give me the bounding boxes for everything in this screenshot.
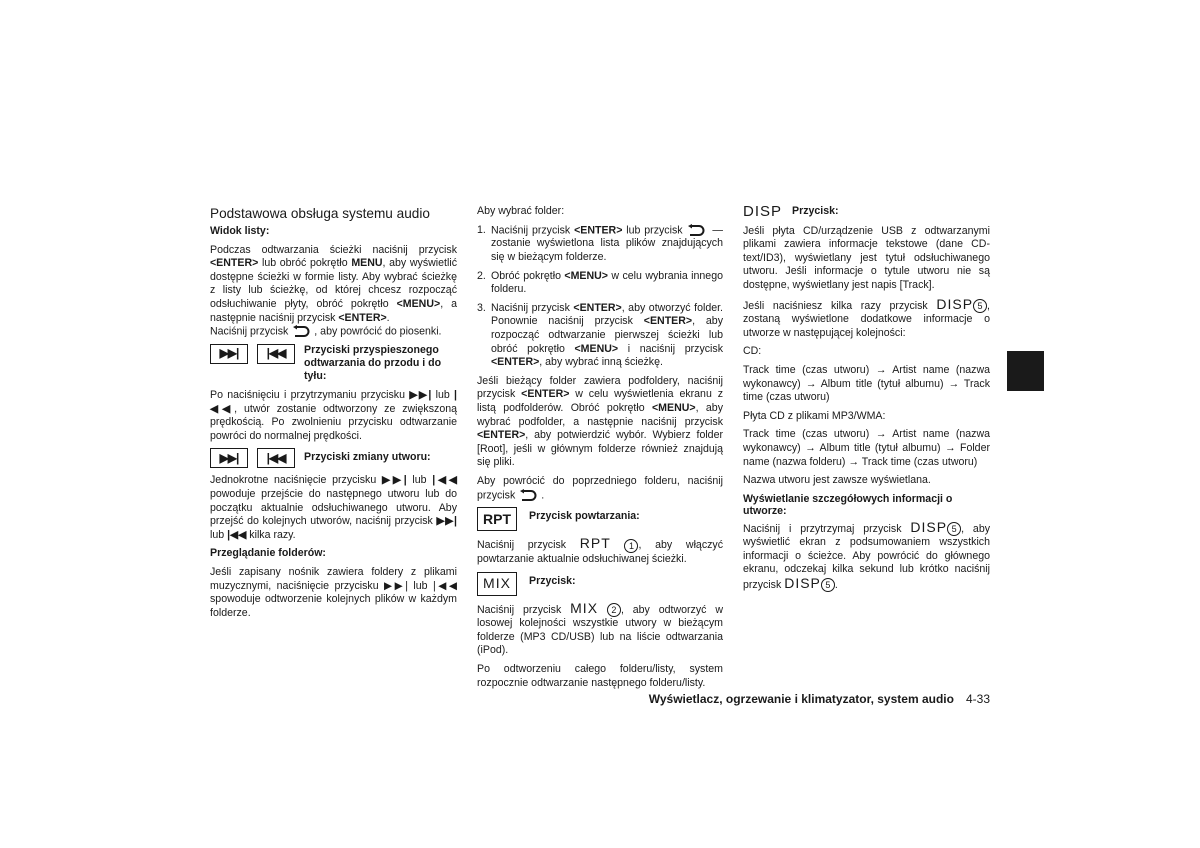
seek-buttons-row [210,344,457,383]
list-item: 1. Naciśnij przycisk <ENTER> lub przycisk — zostanie wyświetlona lista plików znajdujących się w bieżącym folderze. [477,223,724,264]
list-view-paragraph: Podczas odtwarzania ścieżki naciśnij przycisk <ENTER> lub obróć pokrętło MENU, aby wyświetlić dostępne ścieżki w formie listy. Aby wybrać ścieżkę z listy lub ścieżkę, od której chcesz rozpocząć odsłuchiwanie płyty, obróć pokrętło <MENU>, a następnie naciśnij przycisk <ENTER>. Naciśnij przycisk , aby powrócić do piosenki. [210,243,458,338]
footer-chapter: Wyświetlacz, ogrzewanie i klimatyzator, system audio [648,692,954,706]
disp-paragraph: Jeśli płyta CD/urządzenie USB z odtwarzanymi plikami zawiera informacje tekstowe (dane CD-text/ID3), wyświetlany jest tytuł odsłuchiwanego utworu. Jeśli informacje o tytule utworu nie są dostępne, wyświetlany jest napis [Track]. [743,224,990,291]
seek-paragraph: Po naciśnięciu i przytrzymaniu przycisku ▶▶| lub |◀◀, utwór zostanie odtworzony ze zwiększoną prędkością. Po zwolnieniu przycisku odtwarzanie powróci do normalnej prędkości. [210,389,458,442]
section-title: Podstawowa obsługa systemu audio [210,206,430,221]
chapter-tab-marker [1007,351,1044,391]
end-paragraph: Po odtworzeniu całego folderu/listy, system rozpocznie odtwarzanie następnego folderu/listy. [477,663,723,689]
next-track-button-icon: ▶▶| [210,448,248,468]
mp3-sequence: Track time (czas utworu) → Artist name (nazwa wykonawcy) → Album title (tytuł albumu) → Folder name (nazwa folderu) → Track time (czas utworu) [743,428,990,468]
mix-paragraph: Naciśnij przycisk MIX 2 , aby odtworzyć w losowej kolejności wszystkie utwory w bieżącym folderze (MP3 CD/USB) lub na liście odtwarzania (iPod). [477,599,723,657]
disp-repeat-paragraph: Jeśli naciśniesz kilka razy przycisk DISP 5 , zostaną wyświetlone dodatkowe informacje o utworze w następującej kolejności: [743,295,990,339]
folders-heading: Przeglądanie folderów: [210,547,326,560]
back-icon [686,224,706,237]
prev-track-button-icon: |◀◀ [257,344,295,364]
cd-label: CD: [743,345,762,358]
mix-label: Przycisk: [529,574,576,587]
rpt-button-icon: RPT [477,507,517,531]
back-icon [291,325,311,338]
folders-paragraph: Jeśli zapisany nośnik zawiera foldery z plikami muzycznymi, naciśnięcie przycisku ▶▶| lub |◀◀ spowoduje odtworzenie kolejnych plików w każdym folderze. [210,565,457,619]
list-item: 2. Obróć pokrętło <MENU> w celu wybrania innego folderu. [477,269,723,296]
mix-button-icon: MIX [477,572,517,596]
back-icon [518,489,538,502]
detail-heading: Wyświetlanie szczegółowych informacji o utworze: [743,492,953,517]
rpt-paragraph: Naciśnij przycisk RPT 1 , aby włączyć powtarzanie aktualnie odsłuchiwanej ścieżki. [477,535,724,566]
right-column [743,205,990,598]
track-label: Przyciski zmiany utworu: [304,451,431,464]
mix-row [477,572,723,596]
disp-label: Przycisk: [792,205,839,217]
page-footer [610,692,990,706]
page-number: 4-33 [965,692,990,706]
track-buttons-row [210,448,457,468]
track-paragraph: Jednokrotne naciśnięcie przycisku ▶▶| lub |◀◀ powoduje przejście do następnego utworu lub do początku aktualnie odsłuchiwanego utworu. Aby przejść do kolejnych utworów, naciśnij przycisk ▶▶| lub |◀◀ kilka razy. [210,474,458,541]
list-view-heading: Widok listy: [210,225,270,237]
folder-intro: Aby wybrać folder: [477,205,565,217]
rpt-row [477,507,723,531]
list-item: 3. Naciśnij przycisk <ENTER>, aby otworzyć folder. Ponownie naciśnij przycisk <ENTER>, aby rozpocząć odtwarzanie pierwszej ścieżki lub obróć pokrętło <MENU> i naciśnij przycisk <ENTER>, aby wybrać inną ścieżkę. [477,301,723,369]
rpt-label: Przycisk powtarzania: [529,510,640,523]
seek-label: Przyciski przyspieszonego odtwarzania do przodu i do tyłu: [304,344,442,383]
back-folder-paragraph: Aby powrócić do poprzedniego folderu, naciśnij przycisk . [477,474,723,501]
detail-paragraph: Naciśnij i przytrzymaj przycisk DISP 5 , aby wyświetlić ekran z podsumowaniem wszystkich informacji o ścieżce. Aby powrócić do głównego ekranu, odczekaj kilka sekund lub krótko naciśnij przycisk DISP 5 . [743,518,991,592]
middle-column [477,205,723,695]
next-track-button-icon: ▶▶| [210,344,248,364]
title-always-paragraph: Nazwa utworu jest zawsze wyświetlana. [743,474,931,487]
disp-logo: DISP [743,203,783,220]
prev-track-button-icon: |◀◀ [257,448,295,468]
subfolder-paragraph: Jeśli bieżący folder zawiera podfoldery, naciśnij przycisk <ENTER> w celu wyświetlenia ekranu z listą podfolderów. Obróć pokrętło <MENU>, aby wybrać podfolder, a następnie naciśnij przycisk <ENTER>, aby potwierdzić wybór. Wybierz folder [Root], jeśli w głównym folderze również znajdują się pliki. [477,374,723,469]
left-column [210,205,457,625]
folder-steps [477,224,723,370]
disp-row [743,205,990,219]
cd-sequence: Track time (czas utworu) → Artist name (nazwa wykonawcy) → Album title (tytuł albumu) → Track time (czas utworu) [743,363,990,404]
mp3-label: Płyta CD z plikami MP3/WMA: [743,409,886,422]
